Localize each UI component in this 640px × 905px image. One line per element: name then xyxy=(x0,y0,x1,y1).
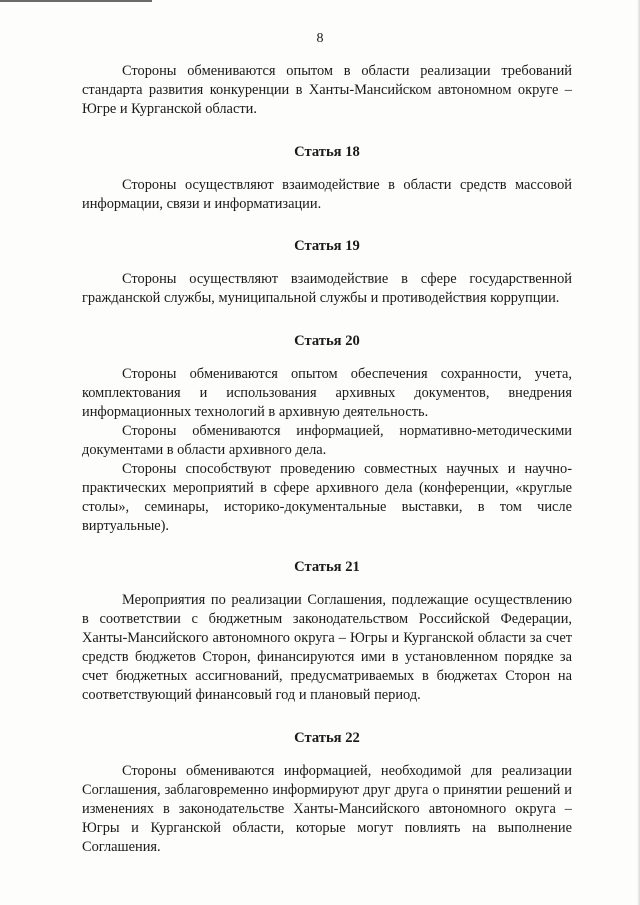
article-heading: Статья 22 xyxy=(294,730,360,746)
section-article-19 xyxy=(82,237,572,308)
section-article-22 xyxy=(82,729,572,857)
paragraph: Стороны способствуют проведению совместных научных и научно-практических мероприятий в сфере архивного дела (конференции, «круглые столы», семинары, историко-документальные выставки, в том числе виртуальные). xyxy=(82,461,572,534)
paragraph: Стороны обмениваются опытом в области реализации требований стандарта развития конкуренции в Ханты-Мансийском автономном округе – Югре и Курганской области. xyxy=(82,63,572,117)
article-heading: Статья 20 xyxy=(294,333,360,349)
paragraph: Стороны обмениваются опытом обеспечения сохранности, учета, комплектования и использования архивных документов, внедрения информационных технологий в архивную деятельность. xyxy=(82,366,572,420)
paragraph: Мероприятия по реализации Соглашения, подлежащие осуществлению в соответствии с бюджетным законодательством Российской Федерации, Ханты-Мансийского автономного округа – Югры и Курганской области за счет средств бюджетов Сторон, финансируются ими в установленном порядке за счет бюджетных ассигнований, предусматриваемых в бюджетах Сторон на соответствующий финансовый год и плановый период. xyxy=(82,592,572,703)
paragraph: Стороны осуществляют взаимодействие в сфере государственной гражданской службы, муниципальной службы и противодействия коррупции. xyxy=(82,271,572,306)
section-article-20 xyxy=(82,332,572,536)
article-heading: Статья 18 xyxy=(294,144,360,160)
paragraph: Стороны обмениваются информацией, нормативно-методическими документами в области архивного дела. xyxy=(82,423,572,458)
paragraph: Стороны осуществляют взаимодействие в области средств массовой информации, связи и информатизации. xyxy=(82,177,572,212)
paragraph: Стороны обмениваются информацией, необходимой для реализации Соглашения, заблаговременно информируют друг друга о принятии решений и изменениях в законодательстве Ханты-Мансийского автономного округа – Югры и Курганской области, которые могут повлиять на выполнение Соглашения. xyxy=(82,763,572,855)
section-intro xyxy=(82,62,572,119)
page-number: 8 xyxy=(316,31,324,46)
document-body xyxy=(82,62,572,857)
article-heading: Статья 21 xyxy=(294,559,360,575)
section-article-21 xyxy=(82,558,572,705)
article-heading: Статья 19 xyxy=(294,238,360,254)
section-article-18 xyxy=(82,143,572,214)
scan-artifact-line xyxy=(0,0,152,2)
